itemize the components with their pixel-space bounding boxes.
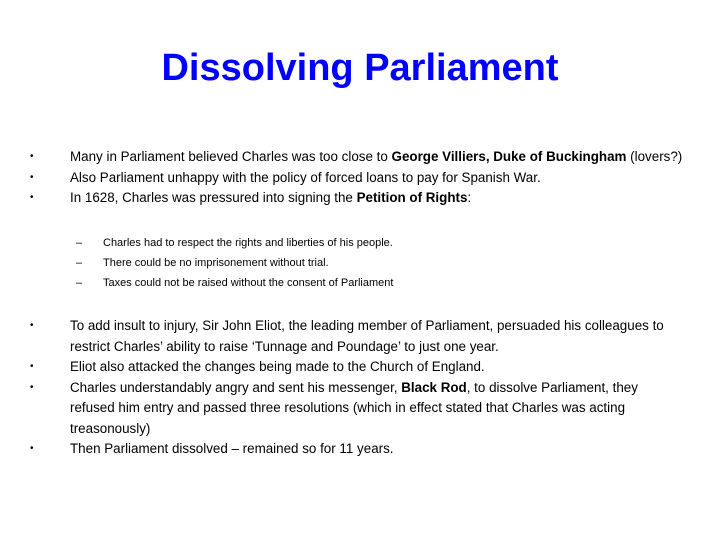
bullet-text-bold: Petition of Rights bbox=[356, 190, 468, 205]
bullet-item bbox=[24, 378, 684, 440]
bullet-marker: • bbox=[30, 151, 34, 162]
bullet-item bbox=[24, 316, 684, 357]
bullet-list-bottom bbox=[24, 316, 684, 460]
sub-bullet-text: Charles had to respect the rights and liberties of his people. bbox=[103, 237, 393, 249]
sub-bullet-item bbox=[76, 233, 676, 253]
sub-bullet-text: Taxes could not be raised without the consent of Parliament bbox=[103, 277, 394, 289]
sub-bullet-list bbox=[76, 233, 676, 293]
bullet-item bbox=[24, 357, 684, 378]
bullet-marker: • bbox=[30, 361, 34, 372]
bullet-text: Charles understandably angry and sent his messenger, bbox=[70, 379, 402, 395]
bullet-text: : bbox=[467, 190, 472, 205]
sub-bullet-text: There could be no imprisonement without trial. bbox=[103, 257, 329, 269]
bullet-marker: • bbox=[30, 320, 34, 331]
bullet-text-bold: George Villiers, Duke of Buckingham bbox=[391, 149, 627, 164]
bullet-item bbox=[24, 188, 684, 209]
bullet-text: , to dissolve Parliament, they refused him entry and passed three resolutions (which in effect stated that Charles was acting treasonously) bbox=[70, 379, 638, 436]
sub-bullet-item bbox=[76, 273, 676, 293]
bullet-text: In 1628, Charles was pressured into signing the bbox=[70, 190, 357, 205]
bullet-text-bold: Black Rod bbox=[401, 379, 467, 395]
bullet-item bbox=[24, 168, 684, 189]
bullet-list-top bbox=[24, 147, 684, 209]
bullet-marker: • bbox=[30, 381, 34, 393]
bullet-text: To add insult to injury, Sir John Eliot, the leading member of Parliament, persuaded his colleagues to restrict Charles’ ability to raise ‘Tunnage and Poundage’ to just one year. bbox=[70, 318, 664, 354]
bullet-item bbox=[24, 439, 684, 460]
bullet-marker: • bbox=[30, 443, 34, 454]
sub-bullet-dash: – bbox=[76, 277, 83, 289]
bullet-marker: • bbox=[30, 192, 34, 203]
bullet-text: Also Parliament unhappy with the policy of forced loans to pay for Spanish War. bbox=[70, 169, 541, 185]
bullet-marker: • bbox=[30, 171, 34, 183]
sub-bullet-item bbox=[76, 253, 676, 273]
sub-bullet-dash: – bbox=[76, 257, 83, 269]
slide-title: Dissolving Parliament bbox=[161, 47, 559, 89]
bullet-text: (lovers?) bbox=[626, 149, 683, 164]
bullet-text: Then Parliament dissolved – remained so for 11 years. bbox=[70, 441, 394, 456]
bullet-text: Many in Parliament believed Charles was too close to bbox=[70, 149, 392, 164]
bullet-item bbox=[24, 147, 684, 168]
bullet-text: Eliot also attacked the changes being made to the Church of England. bbox=[70, 359, 485, 374]
sub-bullet-dash: – bbox=[76, 237, 83, 249]
